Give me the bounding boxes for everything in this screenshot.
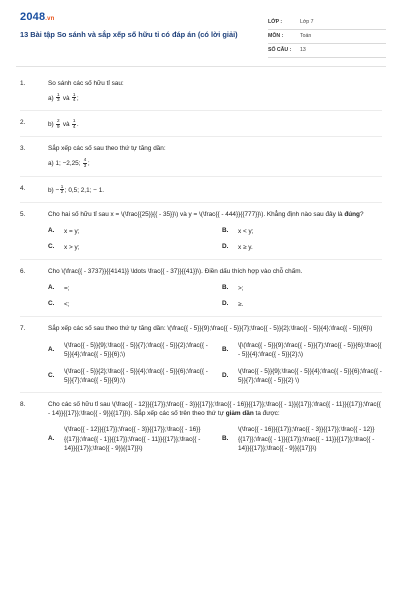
option-text: >; xyxy=(238,284,244,292)
brand-block xyxy=(20,10,245,39)
option-label: A. xyxy=(48,435,55,443)
page-title: 13 Bài tập So sánh và sắp xếp số hữu tỉ có đáp án (có lời giải) xyxy=(20,29,238,39)
question-1 xyxy=(20,72,382,111)
subpart-connector: và xyxy=(62,94,70,102)
question-5 xyxy=(20,203,382,260)
option-label: A. xyxy=(48,345,55,353)
page-header xyxy=(20,10,386,68)
denominator: 3 xyxy=(56,97,60,103)
answer-options xyxy=(48,341,382,385)
answer-options xyxy=(48,284,382,310)
option-text: \[\(\frac{{ - 5}}{9};\frac{{ - 5}}{7};\frac{{ - 5}}{6};\frac{{ - 5}}{4};\frac{{ - 5}}{2};\) xyxy=(238,342,382,359)
option-label: B. xyxy=(222,345,229,353)
meta-value: Lớp 7 xyxy=(300,18,314,25)
question-8 xyxy=(20,393,382,460)
option-d[interactable] xyxy=(222,243,382,252)
numerator: 4 xyxy=(83,157,87,163)
question-7 xyxy=(20,317,382,393)
option-text: \(\frac{{ - 5}}{9};\frac{{ - 5}}{7};\frac{{ - 5}}{2};\frac{{ - 5}}{4};\frac{{ - 5}}{6};\) xyxy=(64,342,208,359)
logo-text: 2048 xyxy=(20,11,46,23)
denominator: 3 xyxy=(83,162,87,168)
question-text: Cho \(\frac{{ - 3737}}{{4141}} \ldots \frac{{ - 37}}{{41}}\). Điền dấu thích hợp vào chỗ chấm. xyxy=(48,268,303,276)
question-number: 2. xyxy=(20,119,26,127)
question-number: 6. xyxy=(20,268,26,276)
meta-key: LỚP : xyxy=(268,18,283,25)
option-d[interactable] xyxy=(222,367,382,386)
option-text: \(\frac{{ - 12}}{{17}};\frac{{ - 3}}{{17}};\frac{{ - 16}}{{17}};\frac{{ - 1}}{{17}};\frac{{ - 11}}{{17}};\frac{{ - 14}}{{17}};\frac{{ - 9}}{{17}}\) xyxy=(64,426,201,452)
option-text: <; xyxy=(64,301,70,309)
option-text: \(\frac{{ - 16}}{{17}};\frac{{ - 3}}{{17}};\frac{{ - 12}}{{17}};\frac{{ - 1}}{{17}};\frac{{ - 11}}{{17}};\frac{{ - 14}}{{17}};\frac{{ - 9}}{{17}}\) xyxy=(238,426,375,452)
question-text-emphasis: giảm dần xyxy=(225,409,254,417)
site-logo[interactable] xyxy=(20,10,245,25)
question-text: Sắp xếp các số sau theo thứ tự tăng dần: xyxy=(48,145,166,153)
option-label: B. xyxy=(222,284,229,292)
option-b[interactable] xyxy=(222,341,382,360)
option-a[interactable] xyxy=(48,341,208,360)
question-number: 7. xyxy=(20,325,26,333)
meta-key: SỐ CÂU : xyxy=(268,46,292,53)
option-a[interactable] xyxy=(48,284,208,293)
meta-value: Toán xyxy=(300,32,312,39)
subpart-suffix: ; xyxy=(87,159,90,167)
question-text-main: Cho các số hữu tỉ sau \(\frac{{ - 12}}{{17}};\frac{{ - 3}}{{17}};\frac{{ - 16}}{{17}};\frac{{ - 1}}{{17}};\frac{{ - 11}}{{17}};\frac{{ - 14}}{{17}};\frac{{ - 9}}{{17}}\). Sắp xếp các số trên theo thứ tự xyxy=(48,401,381,417)
option-d[interactable] xyxy=(222,300,382,309)
option-text: ≥. xyxy=(238,301,244,309)
subpart-suffix: ; xyxy=(76,94,79,102)
option-text: x < y; xyxy=(238,227,254,235)
meta-key: MÔN : xyxy=(268,32,284,39)
question-text-emphasis: đúng xyxy=(344,210,360,218)
question-text-end: ta được: xyxy=(255,409,280,417)
option-label: C. xyxy=(48,300,55,308)
subpart-prefix: b) xyxy=(48,120,54,128)
question-text: Sắp xếp các số sau theo thứ tự tăng dần: \(\frac{{ - 5}}{9};\frac{{ - 5}}{7};\frac{{ - 5}}{2};\frac{{ - 5}}{4};\frac{{ - 5}}{6}\) xyxy=(48,325,373,333)
question-number: 5. xyxy=(20,210,26,218)
fraction xyxy=(56,93,60,103)
meta-value: 13 xyxy=(300,46,306,53)
option-c[interactable] xyxy=(48,300,208,309)
option-label: A. xyxy=(48,284,55,292)
option-c[interactable] xyxy=(48,243,208,252)
option-text: =; xyxy=(64,284,70,292)
numerator: 1 xyxy=(72,118,76,124)
option-b[interactable] xyxy=(222,227,382,236)
option-label: A. xyxy=(48,226,55,234)
numerator: 1 xyxy=(56,91,60,97)
meta-row-subject xyxy=(268,30,386,44)
fraction xyxy=(60,185,64,195)
header-divider xyxy=(16,66,386,67)
question-number: 8. xyxy=(20,401,26,409)
question-list xyxy=(20,72,382,460)
option-a[interactable] xyxy=(48,425,208,453)
numerator: 1 xyxy=(60,183,64,189)
denominator: 9 xyxy=(56,123,60,129)
question-text: So sánh các số hữu tỉ sau: xyxy=(48,80,124,87)
answer-options xyxy=(48,227,382,253)
denominator: 4 xyxy=(72,123,76,129)
denominator: 2 xyxy=(60,189,64,195)
numerator: 2 xyxy=(56,118,60,124)
fraction xyxy=(72,119,76,129)
question-number: 4. xyxy=(20,184,26,192)
question-number: 1. xyxy=(20,80,26,87)
option-text: x > y; xyxy=(64,243,80,251)
option-text: \(\frac{{ - 5}}{2};\frac{{ - 5}}{4};\frac{{ - 5}}{6};\frac{{ - 5}}{7};\frac{{ - 5}}{9};\) xyxy=(64,367,208,384)
option-text: \(\frac{{ - 5}}{9};\frac{{ - 5}}{4};\frac{{ - 5}}{6};\frac{{ - 5}}{7};\frac{{ - 5}}{2} \) xyxy=(238,367,382,384)
option-label: D. xyxy=(222,300,229,308)
option-text: x = y; xyxy=(64,227,80,235)
option-text: x ≥ y. xyxy=(238,243,253,251)
fraction xyxy=(72,93,76,103)
question-3 xyxy=(20,137,382,176)
option-label: D. xyxy=(222,371,229,379)
denominator: 4 xyxy=(72,97,76,103)
question-subpart xyxy=(48,93,382,103)
option-b[interactable] xyxy=(222,284,382,293)
option-b[interactable] xyxy=(222,425,382,453)
question-4 xyxy=(20,177,382,203)
question-text-main: Cho hai số hữu tỉ sau x = \(\frac{{25}}{{ - 35}}\) và y = \(\frac{{ - 444}}{{777}}\). Khẳng định nào sau đây là xyxy=(48,210,343,218)
option-label: C. xyxy=(48,243,55,251)
question-subpart xyxy=(48,185,382,195)
question-text xyxy=(48,401,382,418)
option-a[interactable] xyxy=(48,227,208,236)
subpart-prefix: a) xyxy=(48,94,54,102)
fraction xyxy=(83,158,87,168)
logo-suffix: .vn xyxy=(45,16,55,22)
numerator: 1 xyxy=(72,91,76,97)
question-number: 3. xyxy=(20,145,26,153)
question-text-end: ? xyxy=(359,210,364,218)
subpart-prefix: a) 1; −2,25; xyxy=(48,159,81,167)
subpart-prefix: b) − xyxy=(48,186,60,194)
option-label: D. xyxy=(222,243,229,251)
fraction xyxy=(56,119,60,129)
meta-row-class xyxy=(268,16,386,30)
subpart-suffix: ; 0,5; 2,1; − 1. xyxy=(64,186,105,194)
meta-table xyxy=(268,16,386,58)
question-6 xyxy=(20,260,382,317)
option-c[interactable] xyxy=(48,367,208,386)
question-2 xyxy=(20,111,382,137)
option-label: C. xyxy=(48,371,55,379)
subpart-suffix: . xyxy=(76,120,79,128)
question-subpart xyxy=(48,158,382,168)
subpart-connector: và xyxy=(62,120,70,128)
question-text xyxy=(48,211,382,220)
option-label: B. xyxy=(222,226,229,234)
meta-row-count xyxy=(268,44,386,58)
question-subpart xyxy=(48,119,382,129)
answer-options xyxy=(48,425,382,453)
option-label: B. xyxy=(222,435,229,443)
